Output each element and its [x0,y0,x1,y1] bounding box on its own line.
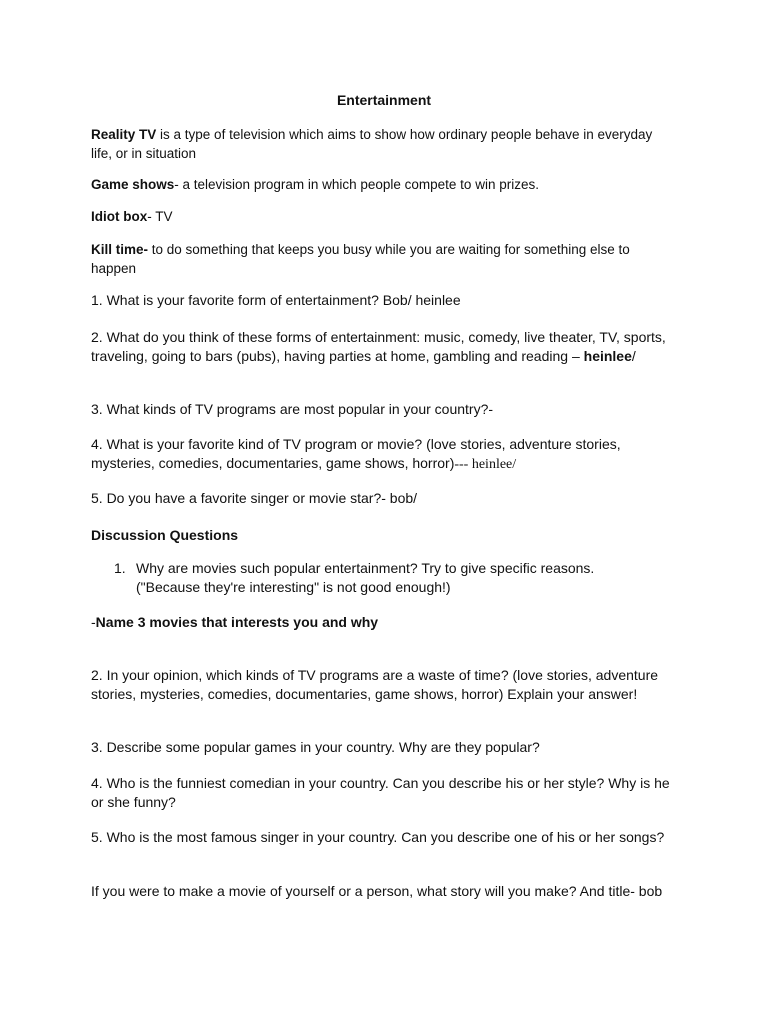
definition-game-shows [91,175,676,194]
question-4-text: 4. What is your favorite kind of TV program or movie? (love stories, adventure stories, mysteries, comedies, documentaries, game shows, horror) [91,436,621,471]
definition-term: Kill time- [91,242,149,257]
discussion-item-number: 1. [114,560,126,576]
discussion-question-3: 3. Describe some popular games in your country. Why are they popular? [91,739,540,755]
discussion-question-4: 4. Who is the funniest comedian in your country. Can you describe his or her style? Why is he or she funny? [91,775,670,810]
document-title: Entertainment [336,92,432,108]
definition-text: - TV [147,209,173,224]
definition-term: Idiot box [91,209,148,224]
name-movies-prompt [91,613,676,632]
definition-text: is a type of television which aims to show how ordinary people behave in everyday life, or in situation [91,127,653,161]
question-2-text: 2. What do you think of these forms of entertainment: music, comedy, live theater, TV, sports, traveling, going to bars (pubs), having parties at home, gambling and reading – [91,329,666,364]
question-4 [91,435,676,474]
discussion-question-2: 2. In your opinion, which kinds of TV programs are a waste of time? (love stories, adventure stories, mysteries, comedies, documentaries, game shows, horror) Explain your answer! [91,667,659,702]
question-5: 5. Do you have a favorite singer or movie star?- bob/ [91,490,418,506]
name-movies-dash: - [91,614,96,630]
final-question: If you were to make a movie of yourself or a person, what story will you make? And title- bob [91,883,663,899]
name-movies-text: Name 3 movies that interests you and why [95,614,379,630]
question-2 [91,328,676,366]
definition-term: Reality TV [91,127,157,142]
question-2-name: heinlee [583,348,632,364]
discussion-heading: Discussion Questions [91,527,239,543]
question-2-slash: / [631,348,636,364]
discussion-question-5: 5. Who is the most famous singer in your country. Can you describe one of his or her songs? [91,829,665,845]
question-1: 1. What is your favorite form of entertainment? Bob/ heinlee [91,292,461,308]
question-4-tail: --- heinlee/ [454,457,517,472]
definition-text: to do something that keeps you busy while you are waiting for something else to happen [91,242,630,276]
question-3: 3. What kinds of TV programs are most popular in your country?- [91,401,494,417]
definition-term: Game shows [91,177,175,192]
definition-text: - a television program in which people compete to win prizes. [174,177,539,192]
discussion-item-1: Why are movies such popular entertainment? Try to give specific reasons. ("Because they're interesting" is not good enough!) [136,560,595,595]
definition-reality-tv [91,125,676,163]
definition-kill-time [91,240,676,278]
definition-idiot-box [91,207,676,226]
